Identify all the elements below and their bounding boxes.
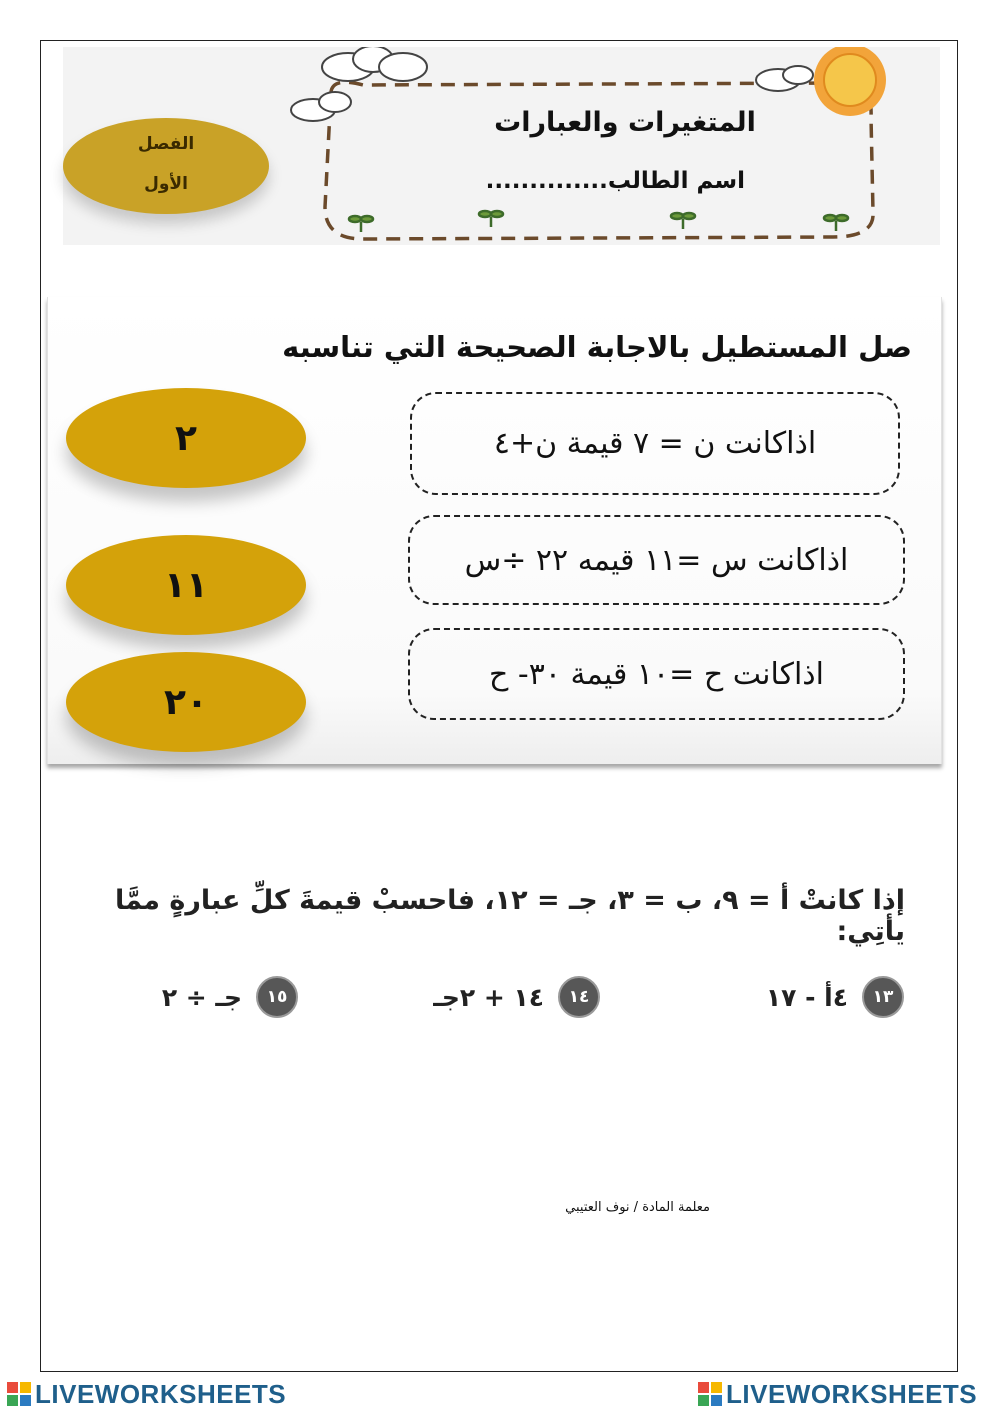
sprout-icons bbox=[349, 211, 848, 232]
worksheet-title: المتغيرات والعبارات bbox=[494, 107, 756, 138]
dashed-frame bbox=[325, 82, 873, 239]
question-box-1[interactable] bbox=[410, 392, 900, 495]
answer-oval-1[interactable] bbox=[66, 388, 306, 488]
question-text-3: اذاكانت ح =١٠ قيمة ٣٠- ح bbox=[489, 656, 824, 692]
question-text-1: اذاكانت ن = ٧ قيمة ن+٤ bbox=[493, 426, 817, 461]
answer-text-1: ٢ bbox=[175, 417, 197, 459]
liveworksheets-mark-icon bbox=[697, 1381, 723, 1407]
question-box-3[interactable] bbox=[408, 628, 905, 720]
question-box-2[interactable] bbox=[408, 515, 905, 605]
exercise-item-13 bbox=[742, 975, 904, 1019]
item-expression: جـ ÷ ٢ bbox=[161, 982, 242, 1012]
matching-instruction: صل المستطيل بالاجابة الصحيحة التي تناسبه bbox=[282, 330, 912, 364]
liveworksheets-brand: LIVEWORKSHEETS bbox=[726, 1378, 978, 1409]
item-expression: ١٤ + ٢جـ bbox=[433, 982, 544, 1012]
chapter-label: الفصل bbox=[137, 134, 195, 154]
item-number-badge: ١٣ bbox=[862, 976, 904, 1018]
answer-text-3: ٢٠ bbox=[164, 681, 208, 723]
student-name-label: اسم الطالب bbox=[607, 168, 745, 194]
student-name-dots: .............. bbox=[485, 168, 608, 194]
question-text-2: اذاكانت س =١١ قيمه ٢٢ ÷س bbox=[464, 542, 849, 578]
teacher-credit: معلمة المادة / نوف العتيبي bbox=[565, 1200, 710, 1215]
answer-oval-3[interactable] bbox=[66, 652, 306, 752]
answer-text-2: ١١ bbox=[164, 564, 208, 606]
liveworksheets-mark-icon bbox=[6, 1381, 32, 1407]
exercise-item-15 bbox=[143, 975, 298, 1019]
cloud-icon bbox=[322, 47, 427, 81]
exercise-given: إذا كانتْ أ = ٩، ب = ٣، جـ = ١٢، فاحسبْ قيمةَ كلِّ عبارةٍ ممَّا يأتِي: bbox=[115, 885, 905, 947]
cloud-icon-small bbox=[291, 92, 351, 121]
chapter-number: الأول bbox=[144, 174, 188, 194]
liveworksheets-logo-right[interactable] bbox=[697, 1378, 977, 1410]
cloud-icon-right bbox=[756, 66, 813, 91]
answer-oval-2[interactable] bbox=[66, 535, 306, 635]
item-expression: ٤أ - ١٧ bbox=[765, 982, 848, 1012]
sun-icon bbox=[814, 47, 886, 116]
student-name-line bbox=[395, 168, 745, 194]
exercise-item-14 bbox=[400, 975, 600, 1019]
liveworksheets-brand: LIVEWORKSHEETS bbox=[35, 1378, 287, 1409]
liveworksheets-logo-left[interactable] bbox=[6, 1378, 286, 1410]
chapter-badge bbox=[63, 118, 269, 214]
item-number-badge: ١٥ bbox=[256, 976, 298, 1018]
item-number-badge: ١٤ bbox=[558, 976, 600, 1018]
